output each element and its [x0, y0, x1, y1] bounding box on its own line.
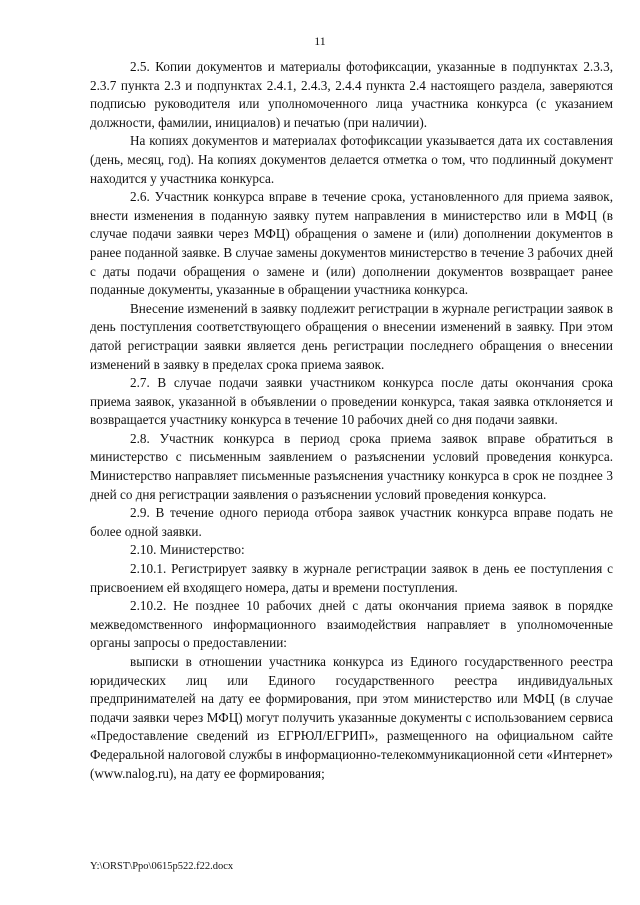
paragraph-2-5: 2.5. Копии документов и материалы фотофиксации, указанные в подпунктах 2.3.3, 2.3.7 пункта 2.3 и подпунктах 2.4.1, 2.4.3, 2.4.4 пункта 2.4 настоящего раздела, заверяются подписью руководителя или уполномоченного лица участника конкурса (с указанием должности, фамилии, инициалов) и печатью (при наличии).: [90, 59, 613, 130]
paragraph-2-7: 2.7. В случае подачи заявки участником конкурса после даты окончания срока приема заявок, указанной в объявлении о проведении конкурса, такая заявка отклоняется и возвращается участнику конкурса в течение 10 рабочих дней со дня подачи заявки.: [90, 375, 613, 428]
paragraph-2-10: 2.10. Министерство:: [130, 542, 245, 558]
paragraph-2-10-2: 2.10.2. Не позднее 10 рабочих дней с даты окончания приема заявок в порядке межведомственного информационного взаимодействия направляет в уполномоченные органы запросы о предоставлении:: [90, 598, 613, 651]
page-number: 11: [314, 34, 326, 48]
paragraph-2-8: 2.8. Участник конкурса в период срока приема заявок вправе обратиться в министерство с письменным заявлением о разъяснении условий проведения конкурса. Министерство направляет письменные разъяснения участнику конкурса в срок не позднее 3 дней со дня регистрации заявления о разъяснении условий проведения конкурса.: [90, 430, 613, 502]
paragraph-2-10-1: 2.10.1. Регистрирует заявку в журнале регистрации заявок в день ее поступления с присвоением ей входящего номера, даты и времени поступления.: [90, 561, 613, 595]
footer-file-path: Y:\ORST\Ppo\0615p522.f22.docx: [90, 861, 234, 872]
paragraph-changes-registration: Внесение изменений в заявку подлежит регистрации в журнале регистрации заявок в день поступления соответствующего обращения о внесении изменений в заявку. При этом датой регистрации заявки является день регистрации последнего обращения о внесении изменений в заявку в пределах срока приема заявок.: [90, 300, 613, 372]
paragraph-2-6: 2.6. Участник конкурса вправе в течение срока, установленного для приема заявок, внести изменения в поданную заявку путем направления в министерство или в МФЦ (в случае подачи заявки через МФЦ) обращения о замене и (или) дополнении документов в ранее поданной заявке. В случае замены документов министерство в течение 3 рабочих дней с даты подачи обращения о замене и (или) дополнении документов возвращает ранее поданные документы, указанные в обращении участника конкурса.: [90, 189, 613, 298]
paragraph-2-9: 2.9. В течение одного периода отбора заявок участник конкурса вправе подать не более одной заявки.: [90, 505, 613, 539]
paragraph-copies-date: На копиях документов и материалах фотофиксации указывается дата их составления (день, месяц, год). На копиях документов делается отметка о том, что подлинный документ находится у участника конкурса.: [90, 133, 613, 186]
document-body: [90, 58, 613, 783]
paragraph-extracts: выписки в отношении участника конкурса из Единого государственного реестра юридических лиц или Единого государственного реестра индивидуальных предпринимателей на дату ее формирования, при этом министерство или МФЦ (в случае подачи заявки через МФЦ) могут получить указанные документы с использованием сервиса «Предоставление сведений из ЕГРЮЛ/ЕГРИП», размещенного на официальном сайте Федеральной налоговой службы в информационно-телекоммуникационной сети «Интернет» (www.nalog.ru), на дату ее формирования;: [90, 654, 613, 781]
